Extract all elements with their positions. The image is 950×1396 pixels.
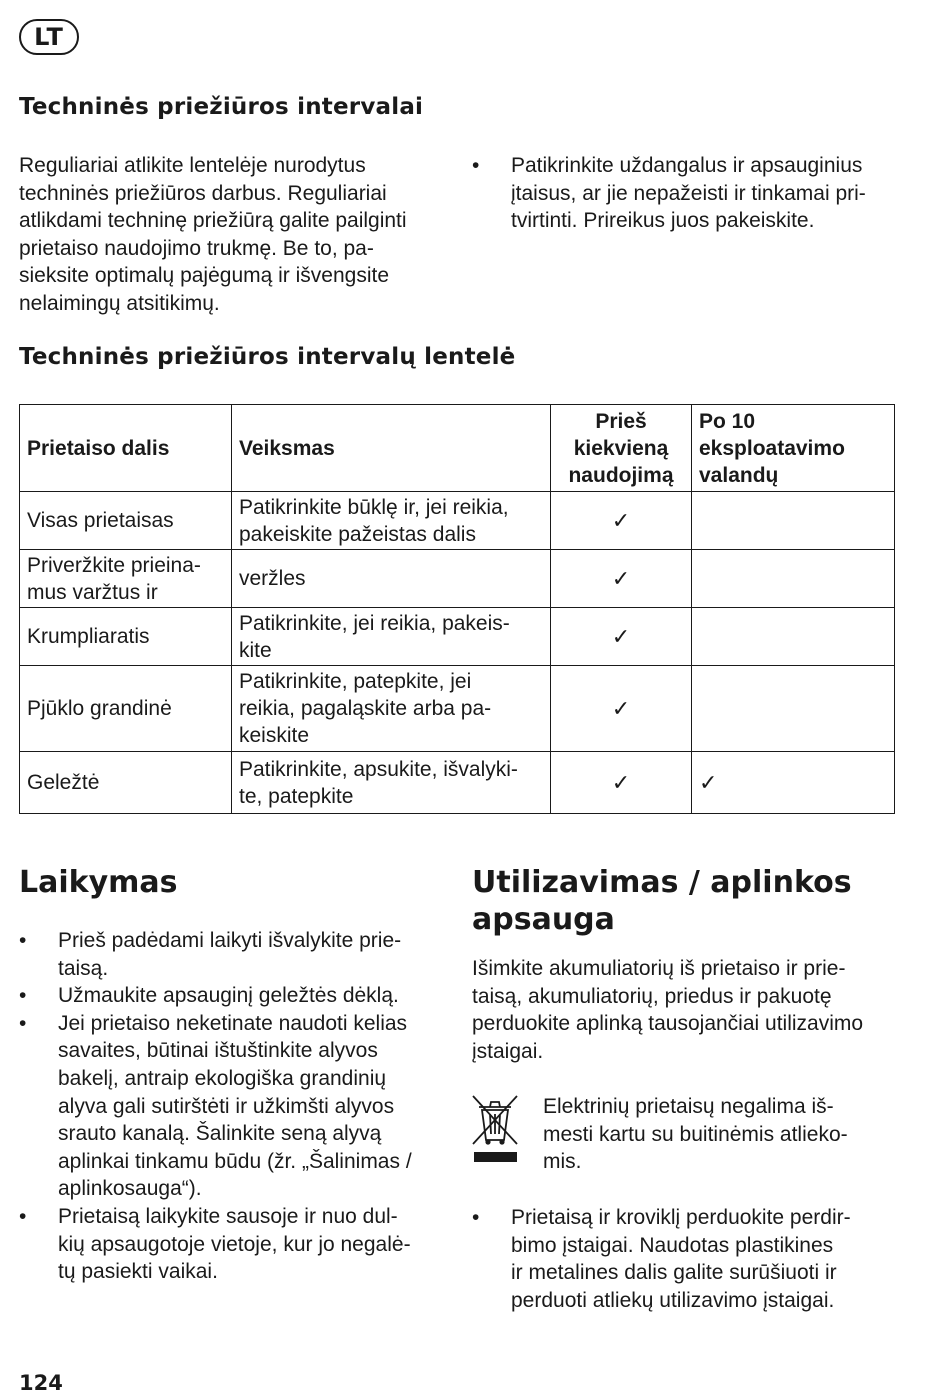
disposal-bullet-list xyxy=(472,1204,912,1314)
column-header-action: Veiksmas xyxy=(232,405,551,492)
cell-after-hours xyxy=(692,752,895,814)
header-line: valandų xyxy=(699,463,779,487)
maintenance-intervals-heading: Techninės priežiūros intervalai xyxy=(19,94,424,120)
list-item xyxy=(472,1204,912,1314)
text-line: taisą. xyxy=(58,956,109,980)
cell-line: keiskite xyxy=(239,724,310,747)
cell-after-hours xyxy=(692,550,895,608)
cell-line: Krumpliaratis xyxy=(27,625,150,648)
cell-line: kite xyxy=(239,638,272,662)
column-header-after-hours xyxy=(692,405,895,492)
text-line: bimo įstaigai. Naudotas plastikines xyxy=(511,1233,834,1257)
cell-part xyxy=(20,752,232,814)
page-number: 124 xyxy=(19,1371,63,1395)
maintenance-table-heading: Techninės priežiūros intervalų lentelė xyxy=(19,344,516,370)
bullet-icon: • xyxy=(472,154,480,177)
checkmark-icon: ✓ xyxy=(611,565,631,591)
text-line: taisą, akumuliatorių, priedus ir pakuotę xyxy=(472,984,832,1008)
text-line: perduoti atliekų utilizavimo įstaigai. xyxy=(511,1288,835,1312)
cell-action xyxy=(232,666,551,752)
bullet-icon: • xyxy=(19,1011,27,1035)
header-line: Po 10 xyxy=(699,409,756,433)
maintenance-table xyxy=(19,404,895,814)
table-row xyxy=(20,666,895,752)
cell-part xyxy=(20,608,232,666)
cell-line: veržles xyxy=(239,567,306,590)
maintenance-bullet-list xyxy=(472,152,912,235)
list-item xyxy=(19,927,459,982)
header-line: Prieš xyxy=(595,409,647,433)
text-line: sieksite optimalų pajėgumą ir išvengsite xyxy=(19,264,390,288)
text-line: Išimkite akumuliatorių iš prietaiso ir prie- xyxy=(472,957,846,980)
text-line: Prietaisą laikykite sausoje ir nuo dul- xyxy=(58,1204,398,1228)
text-line: Elektrinių prietaisų negalima iš- xyxy=(543,1095,834,1118)
text-line: mesti kartu su buitinėmis atlieko- xyxy=(543,1122,848,1146)
maintenance-intervals-text xyxy=(19,152,449,318)
text-line: Reguliariai atlikite lentelėje nurodytus xyxy=(19,154,366,177)
weee-notice-text xyxy=(543,1093,903,1176)
heading-line: apsauga xyxy=(472,902,615,937)
text-line: Užmaukite apsauginį geležtės dėklą. xyxy=(58,984,399,1008)
text-line: nelaimingų atsitikimų. xyxy=(19,291,220,315)
text-line: techninės priežiūros darbus. Reguliariai xyxy=(19,181,387,205)
storage-heading: Laikymas xyxy=(19,865,178,900)
cell-line: te, patepkite xyxy=(239,784,354,808)
text-line: prietaiso naudojimo trukmę. Be to, pa- xyxy=(19,236,374,260)
bullet-icon: • xyxy=(19,929,27,952)
column-header-part: Prietaiso dalis xyxy=(20,405,232,492)
cell-line: Patikrinkite, patepkite, jei xyxy=(239,670,472,693)
text-line: Prietaisą ir kroviklį perduokite perdir- xyxy=(511,1206,851,1229)
cell-part xyxy=(20,550,232,608)
cell-before-use xyxy=(551,666,692,752)
header-line: kiekvieną xyxy=(573,436,669,460)
table-row xyxy=(20,550,895,608)
bullet-icon: • xyxy=(19,984,27,1008)
cell-action xyxy=(232,608,551,666)
cell-before-use xyxy=(551,550,692,608)
list-item xyxy=(19,1203,459,1286)
cell-after-hours xyxy=(692,666,895,752)
cell-line: Patikrinkite būklę ir, jei reikia, xyxy=(239,495,509,519)
disposal-heading xyxy=(472,864,852,938)
cell-line: reikia, pagaląskite arba pa- xyxy=(239,697,492,720)
cell-before-use xyxy=(551,608,692,666)
bullet-icon: • xyxy=(19,1204,27,1228)
crossed-out-wheelie-bin-icon xyxy=(470,1094,520,1166)
cell-after-hours xyxy=(692,492,895,550)
bullet-icon: • xyxy=(472,1206,480,1229)
text-line: Jei prietaiso neketinate naudoti kelias xyxy=(58,1011,408,1035)
cell-line: Visas prietaisas xyxy=(27,509,174,532)
text-line: įtaisus, ar jie nepažeisti ir tinkamai pri- xyxy=(511,181,866,205)
text-line: įstaigai. xyxy=(472,1039,544,1063)
text-line: tų pasiekti vaikai. xyxy=(58,1260,218,1284)
cell-before-use xyxy=(551,492,692,550)
list-item xyxy=(472,152,912,235)
checkmark-icon: ✓ xyxy=(611,623,631,649)
checkmark-icon: ✓ xyxy=(611,507,631,533)
cell-line: pakeiskite pažeistas dalis xyxy=(239,522,476,546)
cell-line: Patikrinkite, jei reikia, pakeis- xyxy=(239,611,510,635)
cell-line: Geležtė xyxy=(27,771,100,794)
text-line: srauto kanalą. Šalinkite seną alyvą xyxy=(58,1122,382,1146)
text-line: savaites, būtinai ištuštinkite alyvos xyxy=(58,1039,378,1063)
header-line: naudojimą xyxy=(568,463,674,487)
checkmark-icon: ✓ xyxy=(699,769,718,795)
text-line: tvirtinti. Prireikus juos pakeiskite. xyxy=(511,209,815,233)
cell-line: Patikrinkite, apsukite, išvalyki- xyxy=(239,757,518,781)
text-line: ir metalines dalis galite surūšiuoti ir xyxy=(511,1261,837,1285)
checkmark-icon: ✓ xyxy=(611,769,631,795)
cell-part xyxy=(20,492,232,550)
heading-line: Utilizavimas / aplinkos xyxy=(472,865,852,900)
disposal-intro-text xyxy=(472,955,912,1065)
text-line: atlikdami techninę priežiūrą galite pailginti xyxy=(19,209,407,233)
table-row xyxy=(20,752,895,814)
cell-after-hours xyxy=(692,608,895,666)
text-line: bakelį, antraip ekologiška grandinių xyxy=(58,1066,387,1090)
list-item xyxy=(19,1010,459,1203)
cell-part xyxy=(20,666,232,752)
text-line: Patikrinkite uždangalus ir apsauginius xyxy=(511,154,863,177)
text-line: alyva gali sutirštėti ir užkimšti alyvos xyxy=(58,1094,395,1118)
table-header-row xyxy=(20,405,895,492)
cell-line: Priveržkite prieina- xyxy=(27,553,201,577)
cell-line: mus varžtus ir xyxy=(27,580,158,604)
cell-line: Pjūklo grandinė xyxy=(27,697,172,720)
table-row xyxy=(20,492,895,550)
text-line: aplinkai tinkamu būdu (žr. „Šalinimas / xyxy=(58,1149,412,1173)
table-row xyxy=(20,608,895,666)
list-item xyxy=(19,982,459,1010)
cell-action xyxy=(232,492,551,550)
column-header-before-use xyxy=(551,405,692,492)
header-line: eksploatavimo xyxy=(699,436,845,460)
text-line: perduokite aplinką tausojančiai utilizavimo xyxy=(472,1012,864,1036)
checkmark-icon: ✓ xyxy=(611,695,631,721)
text-line: aplinkosauga“). xyxy=(58,1177,202,1201)
text-line: kių apsaugotoje vietoje, kur jo negalė- xyxy=(58,1232,411,1256)
language-badge: LT xyxy=(19,19,79,55)
cell-action xyxy=(232,752,551,814)
text-line: Prieš padėdami laikyti išvalykite prie- xyxy=(58,929,402,952)
text-line: mis. xyxy=(543,1150,582,1174)
cell-before-use xyxy=(551,752,692,814)
storage-bullet-list xyxy=(19,927,459,1286)
cell-action xyxy=(232,550,551,608)
